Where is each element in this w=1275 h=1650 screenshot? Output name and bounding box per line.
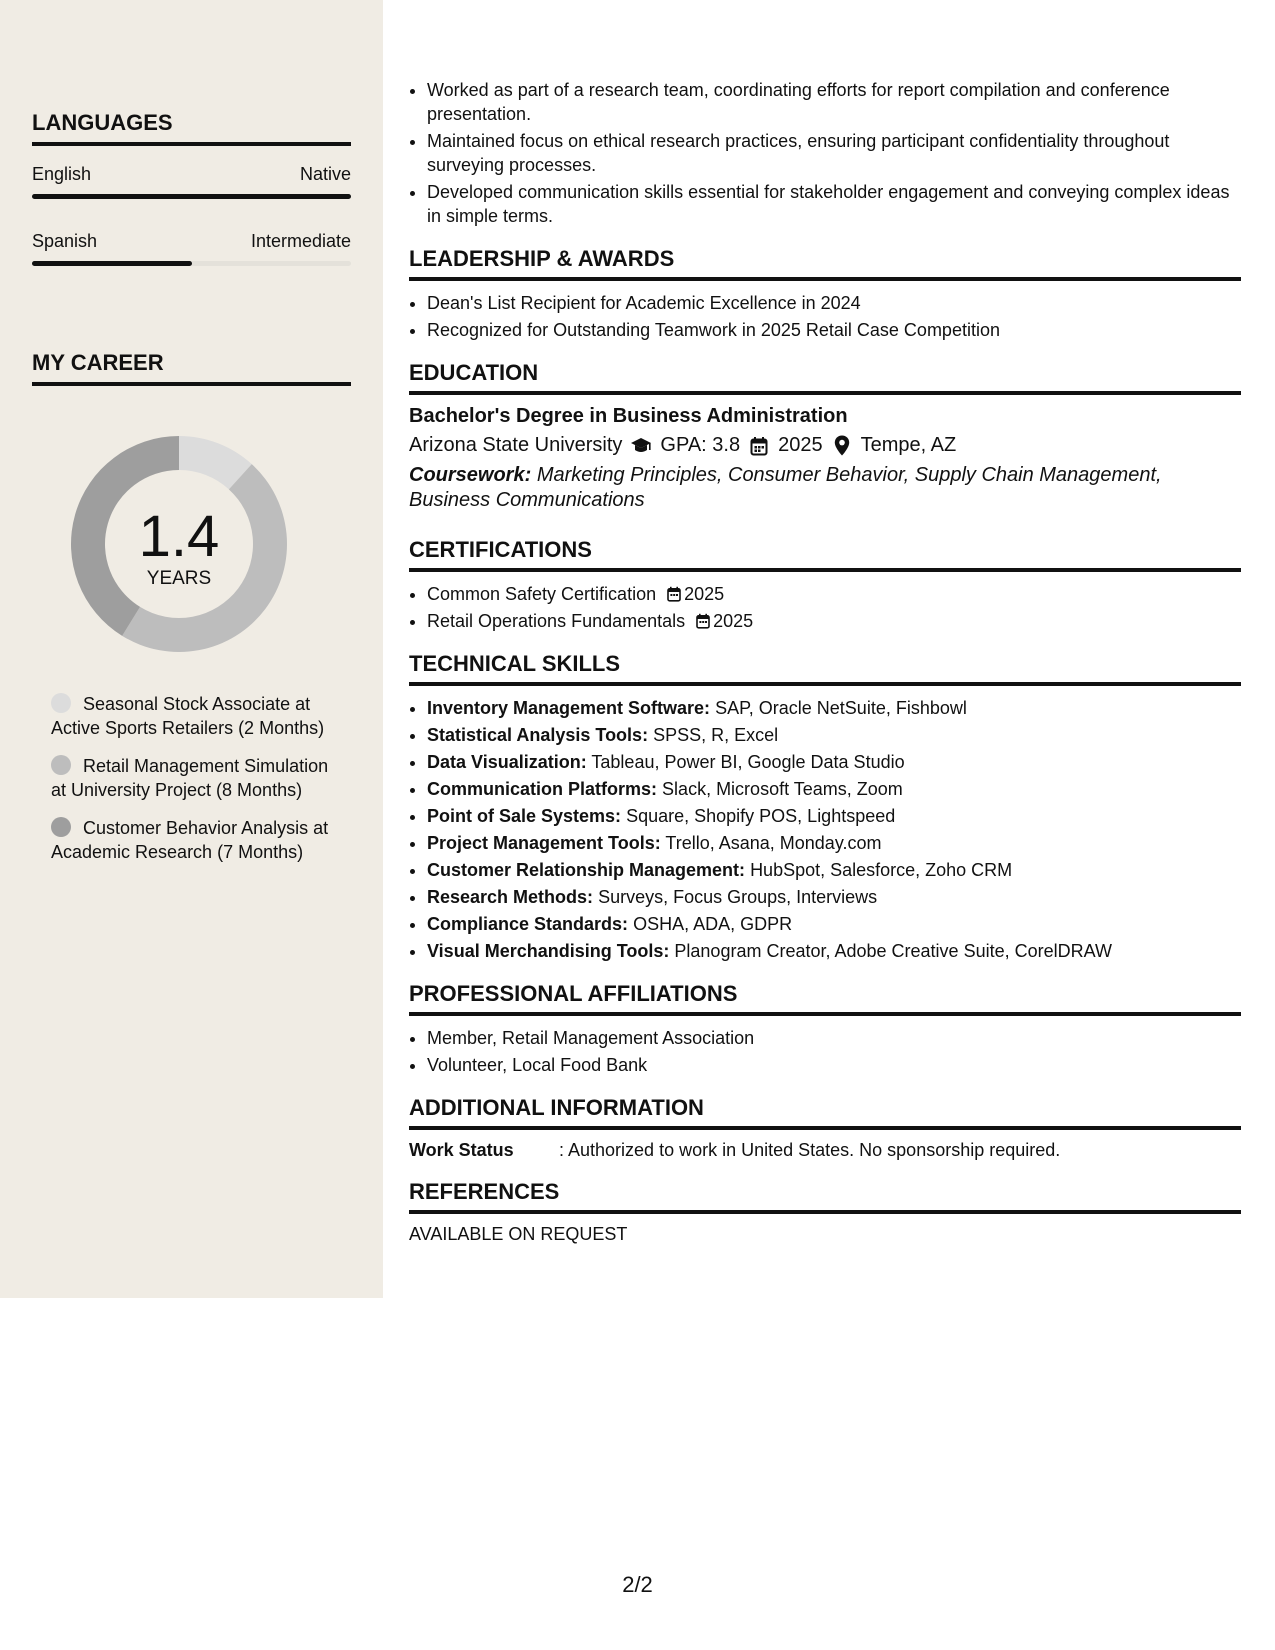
list-item bbox=[427, 777, 1241, 801]
leadership-list bbox=[409, 291, 1241, 342]
list-item bbox=[427, 609, 1241, 633]
legend-dot bbox=[51, 817, 71, 837]
career-item-label: Retail Management Simulation at University Project (8 Months) bbox=[51, 756, 329, 800]
leadership-heading: LEADERSHIP & AWARDS bbox=[409, 246, 1241, 281]
career-section bbox=[32, 350, 351, 386]
skill-label: Compliance Standards: bbox=[427, 914, 629, 934]
list-item: • Recognized for Outstanding Teamwork in 2025 Retail Case Competition bbox=[427, 318, 1241, 342]
certifications-heading: CERTIFICATIONS bbox=[409, 537, 1241, 572]
career-legend bbox=[51, 692, 341, 878]
degree-title: Bachelor's Degree in Business Administration bbox=[409, 405, 848, 427]
main-content bbox=[409, 78, 1241, 1245]
language-item bbox=[32, 231, 351, 266]
list-item bbox=[427, 858, 1241, 882]
education-meta bbox=[409, 434, 1241, 457]
legend-dot bbox=[51, 693, 71, 713]
career-item bbox=[51, 692, 341, 740]
page-number: 2/2 bbox=[622, 1572, 653, 1597]
skill-value: Surveys, Focus Groups, Interviews bbox=[598, 887, 878, 907]
coursework-list: Marketing Principles, Consumer Behavior, Supply Chain Management, Business Communications bbox=[409, 464, 1162, 511]
school-name: Arizona State University bbox=[409, 434, 623, 456]
school-location: Tempe, AZ bbox=[860, 434, 957, 456]
languages-section bbox=[32, 110, 351, 266]
list-item bbox=[427, 723, 1241, 747]
affiliations-heading: PROFESSIONAL AFFILIATIONS bbox=[409, 981, 1241, 1016]
language-level-fill bbox=[32, 261, 192, 266]
cert-year: 2025 bbox=[684, 584, 725, 604]
certifications-list bbox=[409, 582, 1241, 633]
technical-skills-heading: TECHNICAL SKILLS bbox=[409, 651, 1241, 686]
skill-label: Point of Sale Systems: bbox=[427, 806, 622, 826]
language-name: English bbox=[32, 164, 92, 184]
work-status-label: Work Status bbox=[409, 1140, 514, 1160]
list-item bbox=[427, 912, 1241, 936]
skill-value: Tableau, Power BI, Google Data Studio bbox=[591, 752, 905, 772]
education-heading: EDUCATION bbox=[409, 360, 1241, 395]
list-item bbox=[427, 939, 1241, 963]
skill-label: Statistical Analysis Tools: bbox=[427, 725, 649, 745]
career-unit: YEARS bbox=[146, 568, 212, 589]
coursework bbox=[409, 463, 1241, 513]
skill-value: OSHA, ADA, GDPR bbox=[633, 914, 793, 934]
list-item: • Volunteer, Local Food Bank bbox=[427, 1053, 1241, 1077]
map-pin-icon bbox=[831, 435, 853, 457]
skill-value: SPSS, R, Excel bbox=[653, 725, 779, 745]
graduation-cap-icon bbox=[630, 435, 652, 457]
calendar-icon bbox=[695, 613, 711, 629]
skill-value: Square, Shopify POS, Lightspeed bbox=[626, 806, 896, 826]
sidebar bbox=[0, 0, 383, 1298]
list-item: • Developed communication skills essential for stakeholder engagement and conveying complex ideas in simple terms. bbox=[427, 180, 1241, 228]
language-level-fill bbox=[32, 194, 351, 199]
work-status-value: : Authorized to work in United States. No sponsorship required. bbox=[559, 1140, 1061, 1160]
skill-label: Inventory Management Software: bbox=[427, 698, 711, 718]
career-heading: MY CAREER bbox=[32, 350, 351, 386]
list-item bbox=[427, 750, 1241, 774]
legend-dot bbox=[51, 755, 71, 775]
career-item bbox=[51, 816, 341, 864]
language-level-bar bbox=[32, 261, 351, 266]
calendar-icon bbox=[666, 586, 682, 602]
cert-year: 2025 bbox=[713, 611, 754, 631]
list-item bbox=[427, 885, 1241, 909]
skill-label: Customer Relationship Management: bbox=[427, 860, 746, 880]
references-text: AVAILABLE ON REQUEST bbox=[409, 1224, 628, 1244]
career-item bbox=[51, 754, 341, 802]
languages-heading: LANGUAGES bbox=[32, 110, 351, 146]
gpa: GPA: 3.8 bbox=[660, 434, 741, 456]
coursework-label: Coursework: bbox=[409, 464, 532, 486]
language-level: Intermediate bbox=[250, 231, 351, 251]
career-item-label: Customer Behavior Analysis at Academic Research (7 Months) bbox=[51, 818, 329, 862]
list-item: • Member, Retail Management Association bbox=[427, 1026, 1241, 1050]
references-heading: REFERENCES bbox=[409, 1179, 1241, 1214]
skill-label: Research Methods: bbox=[427, 887, 594, 907]
skill-label: Data Visualization: bbox=[427, 752, 587, 772]
graduation-year: 2025 bbox=[778, 434, 823, 456]
career-item-label: Seasonal Stock Associate at Active Sports Retailers (2 Months) bbox=[51, 694, 325, 738]
cert-name: Common Safety Certification bbox=[427, 584, 657, 604]
list-item: • Maintained focus on ethical research practices, ensuring participant confidentiality throughout surveying processes. bbox=[427, 129, 1241, 177]
skill-value: Trello, Asana, Monday.com bbox=[665, 833, 882, 853]
skill-value: SAP, Oracle NetSuite, Fishbowl bbox=[715, 698, 967, 718]
skill-value: HubSpot, Salesforce, Zoho CRM bbox=[750, 860, 1013, 880]
language-level: Native bbox=[299, 164, 351, 184]
language-name: Spanish bbox=[32, 231, 98, 251]
language-level-bar bbox=[32, 194, 351, 199]
list-item bbox=[427, 804, 1241, 828]
calendar-icon bbox=[748, 435, 770, 457]
work-status-row bbox=[409, 1140, 1241, 1161]
list-item: • Dean's List Recipient for Academic Excellence in 2024 bbox=[427, 291, 1241, 315]
cert-name: Retail Operations Fundamentals bbox=[427, 611, 686, 631]
affiliations-list bbox=[409, 1026, 1241, 1077]
additional-info-heading: ADDITIONAL INFORMATION bbox=[409, 1095, 1241, 1130]
technical-skills-list bbox=[409, 696, 1241, 963]
list-item bbox=[427, 696, 1241, 720]
skill-label: Project Management Tools: bbox=[427, 833, 661, 853]
list-item bbox=[427, 582, 1241, 606]
list-item bbox=[427, 831, 1241, 855]
skill-value: Slack, Microsoft Teams, Zoom bbox=[662, 779, 903, 799]
career-total: 1.4 bbox=[138, 504, 220, 569]
career-donut-chart bbox=[59, 424, 299, 664]
list-item: • Worked as part of a research team, coordinating efforts for report compilation and conference presentation. bbox=[427, 78, 1241, 126]
experience-bullets bbox=[409, 78, 1241, 228]
skill-value: Planogram Creator, Adobe Creative Suite, CorelDRAW bbox=[674, 941, 1112, 961]
skill-label: Visual Merchandising Tools: bbox=[427, 941, 670, 961]
skill-label: Communication Platforms: bbox=[427, 779, 658, 799]
language-item bbox=[32, 164, 351, 199]
